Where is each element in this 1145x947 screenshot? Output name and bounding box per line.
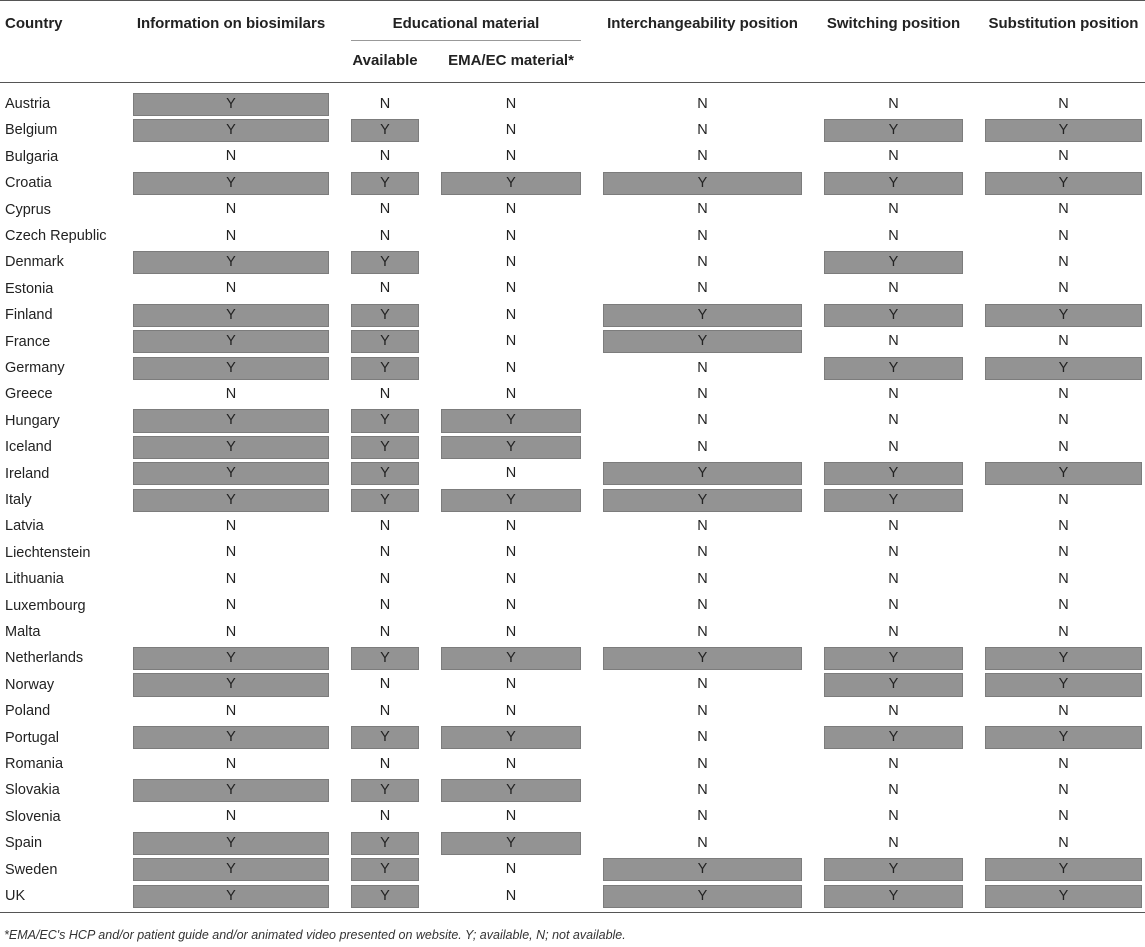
cell-switching: N: [888, 385, 899, 402]
cell-interchangeability: N: [697, 597, 708, 614]
cell-ema-ec: N: [505, 95, 517, 112]
cell-available: N: [379, 623, 391, 640]
cell-substitution: N: [1058, 702, 1069, 719]
cell-information: N: [225, 570, 237, 587]
cell-interchangeability: Y: [603, 858, 802, 881]
country-name: Czech Republic: [5, 228, 107, 244]
cell-substitution: N: [1058, 438, 1069, 455]
cell-information: N: [225, 280, 237, 297]
cell-information: N: [225, 755, 237, 772]
country-name: Estonia: [5, 280, 54, 297]
cell-switching: Y: [824, 673, 963, 696]
cell-substitution: Y: [985, 647, 1142, 670]
cell-switching: N: [888, 95, 899, 112]
table-row: [0, 461, 1145, 487]
cell-information: Y: [133, 304, 329, 327]
cell-ema-ec: N: [505, 623, 517, 640]
cell-switching: N: [888, 333, 899, 350]
cell-available: N: [379, 148, 391, 165]
cell-available: Y: [351, 647, 419, 670]
cell-switching: Y: [824, 647, 963, 670]
cell-substitution: N: [1058, 597, 1069, 614]
cell-available: Y: [351, 726, 419, 749]
cell-interchangeability: N: [697, 121, 708, 138]
cell-available: Y: [351, 251, 419, 274]
cell-ema-ec: N: [505, 544, 517, 561]
cell-interchangeability: Y: [603, 304, 802, 327]
cell-information: Y: [133, 673, 329, 696]
cell-ema-ec: N: [505, 676, 517, 693]
cell-information: N: [225, 623, 237, 640]
cell-switching: Y: [824, 357, 963, 380]
table-row: [0, 355, 1145, 381]
cell-available: Y: [351, 858, 419, 881]
country-name: Netherlands: [5, 650, 84, 667]
cell-substitution: N: [1058, 280, 1069, 297]
cell-information: N: [225, 227, 237, 244]
cell-ema-ec: N: [505, 755, 517, 772]
cell-switching: Y: [824, 251, 963, 274]
cell-ema-ec: Y: [441, 436, 581, 459]
cell-available: Y: [351, 304, 419, 327]
cell-information: Y: [133, 489, 329, 512]
cell-switching: N: [888, 755, 899, 772]
table-row: [0, 434, 1145, 460]
cell-switching: Y: [824, 119, 963, 142]
table-row: [0, 619, 1145, 645]
cell-available: Y: [351, 119, 419, 142]
cell-interchangeability: N: [697, 438, 708, 455]
table-row: [0, 513, 1145, 539]
cell-available: N: [379, 95, 391, 112]
cell-switching: N: [888, 438, 899, 455]
cell-ema-ec: N: [505, 333, 517, 350]
cell-available: Y: [351, 885, 419, 908]
cell-switching: N: [888, 517, 899, 534]
table-row: [0, 91, 1145, 117]
cell-information: Y: [133, 330, 329, 353]
cell-substitution: N: [1058, 781, 1069, 798]
table-row: [0, 566, 1145, 592]
cell-substitution: Y: [985, 357, 1142, 380]
cell-switching: N: [888, 623, 899, 640]
cell-interchangeability: N: [697, 280, 708, 297]
cell-switching: Y: [824, 858, 963, 881]
table-row: [0, 540, 1145, 566]
bottom-rule: [0, 912, 1145, 913]
header-interchangeability: Interchangeability position: [607, 15, 798, 32]
table-row: [0, 698, 1145, 724]
cell-interchangeability: N: [697, 201, 708, 218]
table-row: [0, 725, 1145, 751]
cell-interchangeability: Y: [603, 462, 802, 485]
cell-switching: Y: [824, 489, 963, 512]
cell-information: Y: [133, 726, 329, 749]
cell-interchangeability: Y: [603, 172, 802, 195]
header-information: Information on biosimilars: [136, 15, 326, 32]
cell-interchangeability: N: [697, 702, 708, 719]
cell-ema-ec: Y: [441, 409, 581, 432]
cell-switching: Y: [824, 462, 963, 485]
cell-substitution: Y: [985, 172, 1142, 195]
table-row: [0, 593, 1145, 619]
cell-information: N: [225, 385, 237, 402]
cell-ema-ec: N: [505, 887, 517, 904]
cell-interchangeability: N: [697, 676, 708, 693]
country-name: UK: [5, 888, 26, 904]
cell-ema-ec: N: [505, 808, 517, 825]
cell-available: N: [379, 676, 391, 693]
cell-information: Y: [133, 832, 329, 855]
table-row: [0, 117, 1145, 143]
table-footnote: *EMA/EC's HCP and/or patient guide and/or animated video presented on website. Y; available, N; not available.: [4, 928, 626, 942]
table-row: [0, 408, 1145, 434]
cell-switching: N: [888, 227, 899, 244]
cell-interchangeability: Y: [603, 885, 802, 908]
cell-substitution: N: [1058, 517, 1069, 534]
cell-substitution: N: [1058, 412, 1069, 429]
cell-information: N: [225, 544, 237, 561]
cell-information: N: [225, 702, 237, 719]
cell-interchangeability: N: [697, 781, 708, 798]
table-row: [0, 276, 1145, 302]
cell-available: N: [379, 755, 391, 772]
cell-substitution: N: [1058, 544, 1069, 561]
cell-substitution: N: [1058, 201, 1069, 218]
cell-ema-ec: N: [505, 121, 517, 138]
cell-information: Y: [133, 93, 329, 116]
cell-switching: N: [888, 544, 899, 561]
cell-interchangeability: Y: [603, 330, 802, 353]
table-row: [0, 777, 1145, 803]
country-name: Austria: [5, 96, 51, 112]
cell-ema-ec: N: [505, 359, 517, 376]
cell-interchangeability: N: [697, 359, 708, 376]
educational-subrule: [351, 40, 581, 41]
cell-information: Y: [133, 462, 329, 485]
cell-interchangeability: N: [697, 385, 708, 402]
country-name: Ireland: [5, 465, 50, 482]
table-row: [0, 249, 1145, 275]
cell-substitution: N: [1058, 491, 1069, 508]
country-name: Liechtenstein: [5, 544, 91, 561]
cell-switching: N: [888, 201, 899, 218]
cell-ema-ec: N: [505, 201, 517, 218]
cell-available: Y: [351, 409, 419, 432]
cell-substitution: N: [1058, 623, 1069, 640]
table-row: [0, 804, 1145, 830]
cell-substitution: N: [1058, 755, 1069, 772]
cell-available: Y: [351, 489, 419, 512]
header-available: Available: [352, 52, 418, 69]
cell-interchangeability: N: [697, 227, 708, 244]
country-name: Latvia: [5, 518, 44, 535]
cell-available: N: [379, 702, 391, 719]
cell-information: Y: [133, 436, 329, 459]
cell-available: Y: [351, 779, 419, 802]
cell-switching: Y: [824, 172, 963, 195]
cell-interchangeability: N: [697, 95, 708, 112]
cell-substitution: N: [1058, 570, 1069, 587]
cell-available: N: [379, 227, 391, 244]
header-switching: Switching position: [826, 15, 961, 32]
cell-ema-ec: N: [505, 861, 517, 878]
country-name: Norway: [5, 676, 55, 693]
cell-available: Y: [351, 330, 419, 353]
header-rule: [0, 82, 1145, 83]
cell-switching: N: [888, 702, 899, 719]
cell-switching: N: [888, 412, 899, 429]
table-row: [0, 381, 1145, 407]
header-ema-ec: EMA/EC material*: [448, 52, 574, 69]
cell-substitution: Y: [985, 885, 1142, 908]
cell-substitution: Y: [985, 119, 1142, 142]
table-row: [0, 144, 1145, 170]
cell-information: N: [225, 517, 237, 534]
country-name: Belgium: [5, 122, 58, 139]
cell-interchangeability: N: [697, 834, 708, 851]
cell-available: Y: [351, 436, 419, 459]
cell-available: N: [379, 280, 391, 297]
cell-ema-ec: N: [505, 385, 517, 402]
cell-substitution: N: [1058, 834, 1069, 851]
cell-information: N: [225, 597, 237, 614]
cell-ema-ec: Y: [441, 647, 581, 670]
cell-switching: Y: [824, 885, 963, 908]
cell-switching: N: [888, 280, 899, 297]
cell-available: N: [379, 570, 391, 587]
country-name: Cyprus: [5, 201, 51, 218]
table-row: [0, 883, 1145, 909]
cell-ema-ec: N: [505, 148, 517, 165]
country-name: Spain: [5, 835, 43, 852]
cell-available: N: [379, 385, 391, 402]
cell-interchangeability: N: [697, 148, 708, 165]
country-name: Greece: [5, 386, 53, 403]
cell-available: Y: [351, 462, 419, 485]
cell-information: Y: [133, 409, 329, 432]
table-row: [0, 487, 1145, 513]
cell-substitution: N: [1058, 808, 1069, 825]
cell-ema-ec: Y: [441, 726, 581, 749]
cell-interchangeability: N: [697, 570, 708, 587]
cell-ema-ec: N: [505, 306, 517, 323]
country-name: Slovakia: [5, 782, 60, 799]
header-country: Country: [5, 15, 63, 32]
cell-interchangeability: N: [697, 517, 708, 534]
country-name: Italy: [5, 492, 32, 508]
cell-information: Y: [133, 172, 329, 195]
cell-interchangeability: Y: [603, 647, 802, 670]
cell-information: Y: [133, 779, 329, 802]
cell-substitution: N: [1058, 227, 1069, 244]
cell-switching: Y: [824, 304, 963, 327]
cell-information: Y: [133, 885, 329, 908]
cell-substitution: N: [1058, 333, 1069, 350]
cell-information: Y: [133, 119, 329, 142]
cell-substitution: Y: [985, 304, 1142, 327]
cell-switching: N: [888, 808, 899, 825]
cell-available: N: [379, 597, 391, 614]
cell-information: Y: [133, 251, 329, 274]
cell-interchangeability: N: [697, 623, 708, 640]
table-row: [0, 645, 1145, 671]
country-name: Romania: [5, 756, 64, 772]
cell-ema-ec: N: [505, 227, 517, 244]
cell-ema-ec: N: [505, 280, 517, 297]
table-row: [0, 751, 1145, 777]
country-name: Luxembourg: [5, 597, 86, 614]
country-name: Germany: [5, 360, 65, 376]
table-row: [0, 329, 1145, 355]
cell-information: N: [225, 201, 237, 218]
country-name: Malta: [5, 624, 41, 640]
cell-switching: N: [888, 834, 899, 851]
country-name: Finland: [5, 307, 53, 324]
cell-substitution: N: [1058, 385, 1069, 402]
top-rule: [0, 0, 1145, 1]
cell-ema-ec: N: [505, 517, 517, 534]
cell-information: Y: [133, 357, 329, 380]
country-name: Iceland: [5, 439, 52, 456]
cell-information: Y: [133, 858, 329, 881]
cell-available: Y: [351, 172, 419, 195]
country-name: Croatia: [5, 175, 52, 192]
cell-ema-ec: Y: [441, 489, 581, 512]
cell-switching: N: [888, 781, 899, 798]
table-row: [0, 170, 1145, 196]
cell-information: N: [225, 808, 237, 825]
cell-ema-ec: Y: [441, 172, 581, 195]
cell-switching: N: [888, 570, 899, 587]
cell-ema-ec: N: [505, 597, 517, 614]
cell-interchangeability: N: [697, 729, 708, 746]
cell-switching: Y: [824, 726, 963, 749]
header-educational: Educational material: [392, 15, 540, 32]
cell-available: N: [379, 808, 391, 825]
country-name: Poland: [5, 703, 51, 720]
cell-interchangeability: N: [697, 755, 708, 772]
cell-substitution: Y: [985, 673, 1142, 696]
cell-available: Y: [351, 832, 419, 855]
cell-substitution: Y: [985, 462, 1142, 485]
cell-available: N: [379, 517, 391, 534]
country-name: Denmark: [5, 254, 64, 271]
cell-ema-ec: Y: [441, 779, 581, 802]
cell-substitution: N: [1058, 95, 1069, 112]
cell-ema-ec: N: [505, 702, 517, 719]
cell-switching: N: [888, 597, 899, 614]
cell-interchangeability: N: [697, 412, 708, 429]
cell-interchangeability: N: [697, 808, 708, 825]
table-row: [0, 857, 1145, 883]
table-row: [0, 302, 1145, 328]
cell-substitution: N: [1058, 148, 1069, 165]
cell-substitution: Y: [985, 726, 1142, 749]
cell-substitution: N: [1058, 253, 1069, 270]
cell-ema-ec: N: [505, 570, 517, 587]
cell-available: Y: [351, 357, 419, 380]
country-name: France: [5, 333, 51, 350]
cell-substitution: Y: [985, 858, 1142, 881]
table-row: [0, 223, 1145, 249]
cell-switching: N: [888, 148, 899, 165]
cell-ema-ec: N: [505, 253, 517, 270]
cell-available: N: [379, 201, 391, 218]
cell-ema-ec: Y: [441, 832, 581, 855]
cell-available: N: [379, 544, 391, 561]
table-row: [0, 672, 1145, 698]
cell-ema-ec: N: [505, 465, 517, 482]
cell-information: N: [225, 148, 237, 165]
table-row: [0, 830, 1145, 856]
country-name: Hungary: [5, 412, 60, 429]
header-substitution: Substitution position: [988, 15, 1139, 32]
cell-interchangeability: N: [697, 253, 708, 270]
country-name: Sweden: [5, 861, 58, 878]
cell-interchangeability: N: [697, 544, 708, 561]
country-name: Slovenia: [5, 808, 61, 825]
country-name: Lithuania: [5, 571, 64, 588]
country-name: Portugal: [5, 729, 60, 746]
country-name: Bulgaria: [5, 148, 59, 165]
cell-information: Y: [133, 647, 329, 670]
table-row: [0, 197, 1145, 223]
cell-interchangeability: Y: [603, 489, 802, 512]
